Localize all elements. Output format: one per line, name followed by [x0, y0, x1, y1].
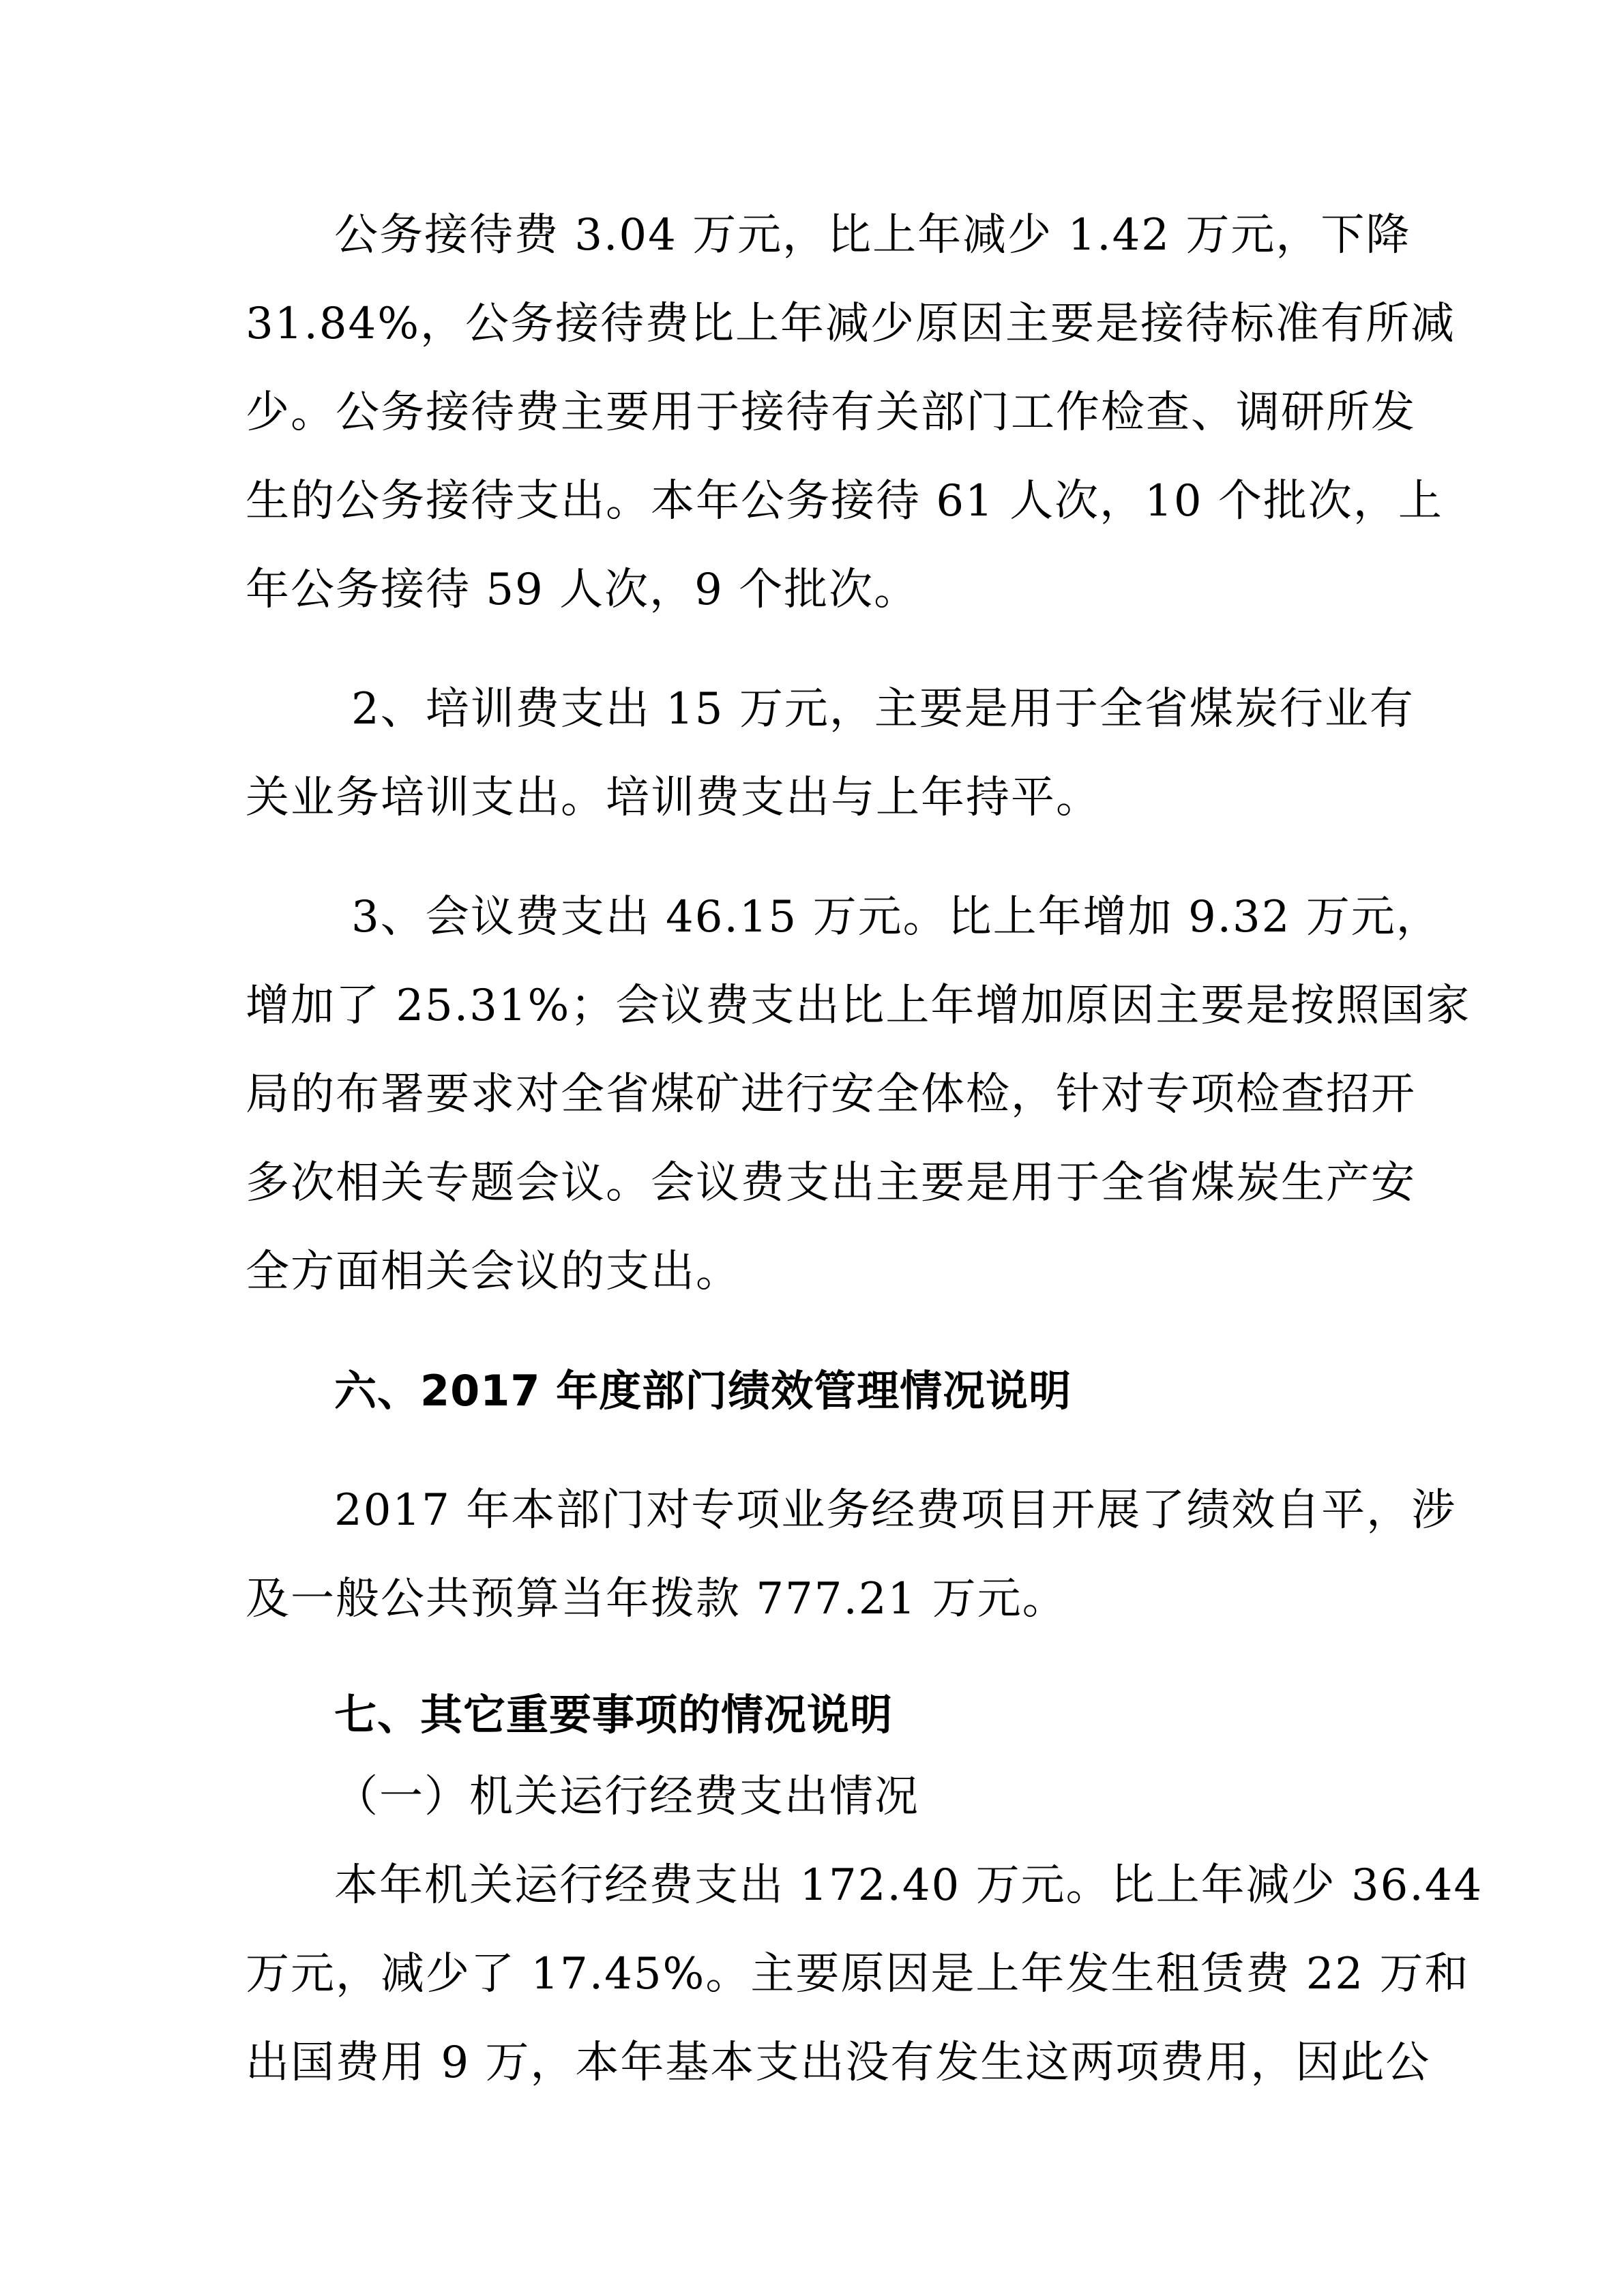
- operation-line-3: 出国费用 9 万，本年基本支出没有发生这两项费用，因此公: [246, 2038, 1431, 2088]
- performance-line-2: 及一般公共预算当年拨款 777.21 万元。: [246, 1574, 1067, 1624]
- training-line-1: 2、培训费支出 15 万元，主要是用于全省煤炭行业有: [351, 684, 1415, 734]
- operation-line-1: 本年机关运行经费支出 172.40 万元。比上年减少 36.44: [334, 1860, 1483, 1911]
- meeting-line-2: 增加了 25.31%；会议费支出比上年增加原因主要是按照国家: [246, 981, 1471, 1031]
- reception-line-2: 31.84%，公务接待费比上年减少原因主要是接待标准有所减: [246, 299, 1456, 349]
- performance-line-1: 2017 年本部门对专项业务经费项目开展了绩效自平，涉: [334, 1485, 1457, 1536]
- reception-line-4: 生的公务接待支出。本年公务接待 61 人次，10 个批次，上: [246, 476, 1443, 526]
- meeting-line-4: 多次相关专题会议。会议费支出主要是用于全省煤炭生产安: [246, 1158, 1416, 1208]
- reception-line-5: 年公务接待 59 人次，9 个批次。: [246, 565, 919, 615]
- meeting-line-1: 3、会议费支出 46.15 万元。比上年增加 9.32 万元，: [351, 892, 1441, 942]
- meeting-line-5: 全方面相关会议的支出。: [246, 1247, 741, 1297]
- section-heading-7: 七、其它重要事项的情况说明: [334, 1690, 894, 1740]
- subheading-operation: （一）机关运行经费支出情况: [334, 1772, 919, 1822]
- operation-line-2: 万元，减少了 17.45%。主要原因是上年发生租赁费 22 万和: [246, 1949, 1470, 1999]
- training-line-2: 关业务培训支出。培训费支出与上年持平。: [246, 773, 1101, 823]
- reception-line-1: 公务接待费 3.04 万元，比上年减少 1.42 万元，下降: [334, 210, 1411, 260]
- section-heading-6: 六、2017 年度部门绩效管理情况说明: [334, 1366, 1072, 1416]
- reception-line-3: 少。公务接待费主要用于接待有关部门工作检查、调研所发: [246, 387, 1416, 438]
- meeting-line-3: 局的布署要求对全省煤矿进行安全体检，针对专项检查招开: [246, 1069, 1416, 1120]
